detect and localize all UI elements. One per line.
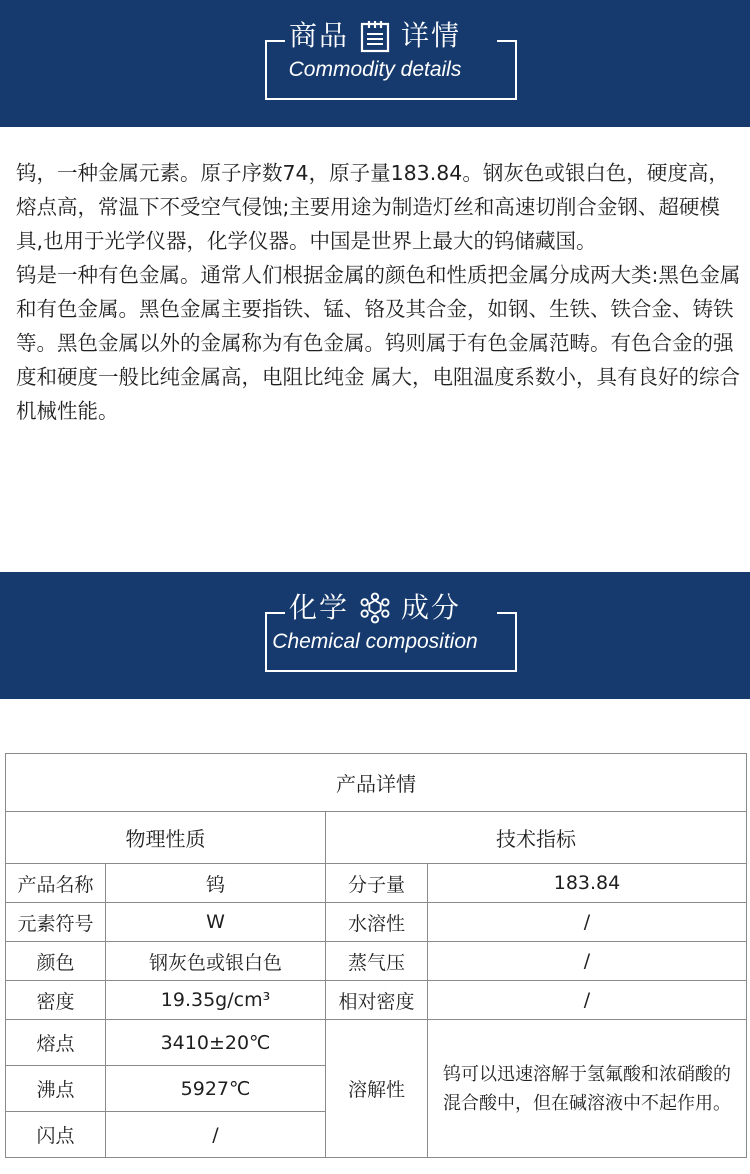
section-title (0, 16, 750, 56)
row-value: / (428, 981, 747, 1020)
table-row (6, 942, 747, 981)
product-description (16, 156, 742, 428)
row-value: W (106, 903, 326, 942)
table-row (6, 903, 747, 942)
molecule-icon (359, 591, 391, 625)
row-label: 颜色 (6, 942, 106, 981)
table-row (6, 981, 747, 1020)
row-label: 蒸气压 (326, 942, 428, 981)
row-value: / (428, 903, 747, 942)
row-label: 元素符号 (6, 903, 106, 942)
clipboard-icon (359, 19, 391, 53)
table-row (6, 864, 747, 903)
header-technical-specs: 技术指标 (326, 812, 747, 864)
commodity-details-banner (0, 0, 750, 127)
solubility-value: 钨可以迅速溶解于氢氟酸和浓硝酸的混合酸中，但在碱溶液中不起作用。 (428, 1020, 747, 1158)
title-left: 化学 (288, 591, 349, 624)
row-label: 沸点 (6, 1066, 106, 1112)
description-paragraph-1: 钨，一种金属元素。原子序数74，原子量183.84。钢灰色或银白色，硬度高，熔点高，常温下不受空气侵蚀;主要用途为制造灯丝和高速切削合金钢、超硬模具,也用于光学仪器，化学仪器。中国是世界上最大的钨储藏国。 (16, 161, 729, 253)
row-value: / (428, 942, 747, 981)
row-label: 熔点 (6, 1020, 106, 1066)
row-label: 分子量 (326, 864, 428, 903)
row-value: 183.84 (428, 864, 747, 903)
row-value: 3410±20℃ (106, 1020, 326, 1066)
row-label: 相对密度 (326, 981, 428, 1020)
row-value: 19.35g/cm³ (106, 981, 326, 1020)
product-spec-table (5, 753, 747, 1158)
title-right: 成分 (401, 591, 462, 624)
title-right: 详情 (401, 19, 462, 52)
row-value: 钢灰色或银白色 (106, 942, 326, 981)
section-subtitle: Chemical composition (272, 630, 478, 653)
chemical-composition-banner (0, 572, 750, 699)
solubility-label: 溶解性 (326, 1020, 428, 1158)
row-label: 产品名称 (6, 864, 106, 903)
row-value: 钨 (106, 864, 326, 903)
row-label: 密度 (6, 981, 106, 1020)
table-title: 产品详情 (6, 754, 747, 812)
table-row (6, 1020, 747, 1066)
row-label: 闪点 (6, 1112, 106, 1158)
description-paragraph-2: 钨是一种有色金属。通常人们根据金属的颜色和性质把金属分成两大类:黑色金属和有色金属。黑色金属主要指铁、锰、铬及其合金，如钢、生铁、铁合金、铸铁等。黑色金属以外的金属称为有色金属。钨则属于有色金属范畴。有色合金的强度和硬度一般比纯金属高，电阻比纯金 属大，电阻温度系数小，具有良好的综合机械性能。 (16, 263, 741, 423)
row-value: 5927℃ (106, 1066, 326, 1112)
section-title (0, 588, 750, 628)
row-value: / (106, 1112, 326, 1158)
row-label: 水溶性 (326, 903, 428, 942)
title-left: 商品 (288, 19, 349, 52)
section-subtitle: Commodity details (288, 58, 462, 81)
header-physical-properties: 物理性质 (6, 812, 326, 864)
